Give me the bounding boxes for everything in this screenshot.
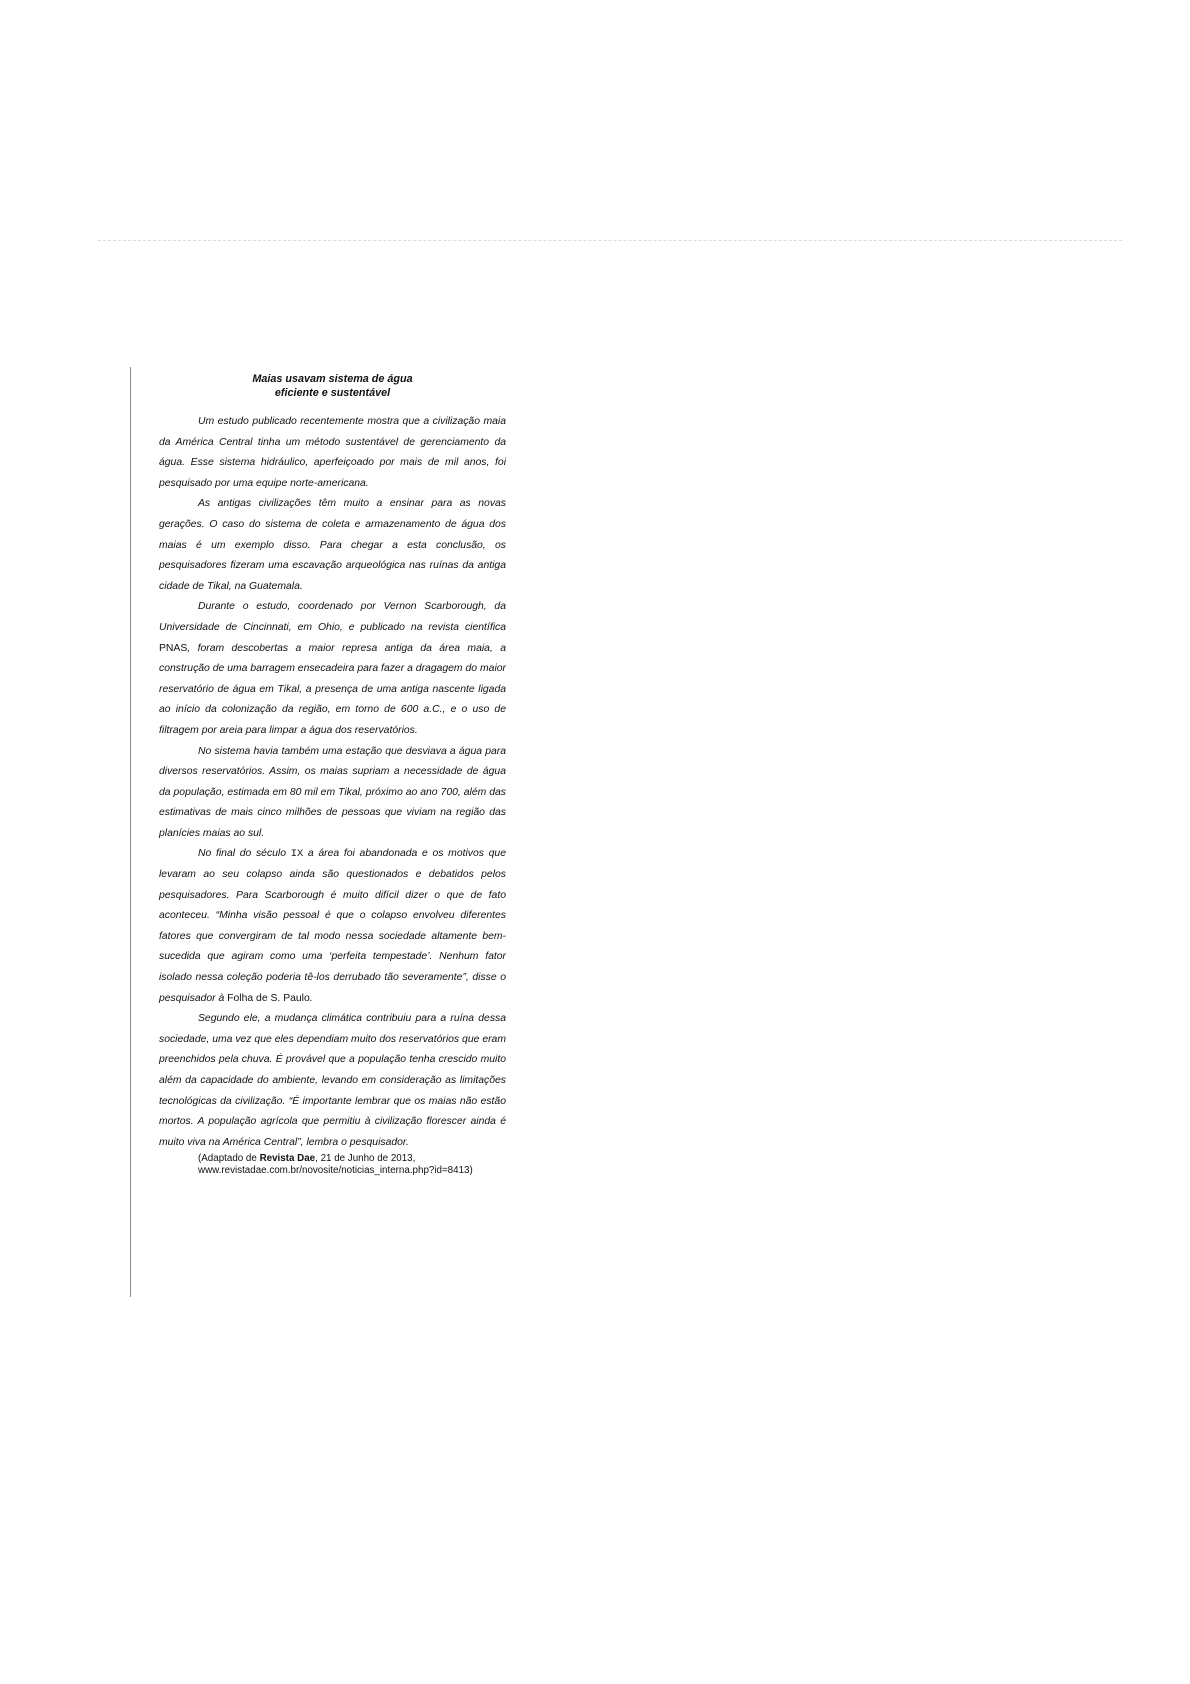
paragraph-2: As antigas civilizações têm muito a ensinar para as novas gerações. O caso do sistema de coleta e armazenamento de água dos maias é um exemplo disso. Para chegar a esta conclusão, os pesquisadores fizeram uma escavação arqueológica nas ruínas da antiga cidade de Tikal, na Guatemala. — [159, 498, 506, 592]
source-url: www.revistadae.com.br/novosite/noticias_interna.php?id=8413) — [198, 1164, 473, 1176]
paragraph-5-text-c: . — [309, 992, 313, 1004]
roman-numeral: IX — [290, 848, 304, 861]
paragraph-1: Um estudo publicado recentemente mostra que a civilização maia da América Central tinha um método sustentável de gerenciamento da água. Esse sistema hidráulico, aperfeiçoado por mais de mil anos, foi pesquisado por uma equipe norte-americana. — [159, 416, 506, 489]
journal-name: PNAS — [159, 642, 188, 654]
column-border — [130, 367, 131, 1297]
source-prefix: (Adaptado de — [198, 1153, 260, 1165]
paragraph-3 — [159, 597, 506, 741]
paragraph-6: Segundo ele, a mudança climática contribuiu para a ruína dessa sociedade, uma vez que eles dependiam muito dos reservatórios que eram preenchidos pela chuva. É provável que a população tenha crescido muito além da capacidade do ambiente, levando em consideração as limitações tecnológicas da civilização. “É importante lembrar que os maias não estão mortos. A população agrícola que permitiu à civilização florescer ainda é muito viva na América Central”, lembra o pesquisador. — [159, 1013, 506, 1148]
paragraph-3-text-b: , foram descobertas a maior represa antiga da área maia, a construção de uma barragem ensecadeira para fazer a dragagem do maior reservatório de água em Tikal, a presença de uma antiga nascente ligada ao início da colonização da região, em torno de 600 a.C., e o uso de filtragem por areia para limpar a água dos reservatórios. — [159, 642, 506, 736]
source-name: Revista Dae — [259, 1153, 316, 1165]
article — [159, 372, 506, 1176]
page-divider — [98, 240, 1122, 241]
source-date: , 21 de Junho de 2013, — [315, 1153, 416, 1165]
paragraph-4: No sistema havia também uma estação que desviava a água para diversos reservatórios. Assim, os maias supriam a necessidade de água da população, estimada em 80 mil em Tikal, próximo ao ano 700, além das estimativas de mais cinco milhões de pessoas que viviam na região das planícies maias ao sul. — [159, 745, 506, 839]
paragraph-5 — [159, 844, 506, 1009]
paragraph-3-text-a: Durante o estudo, coordenado por Vernon Scarborough, da Universidade de Cincinnati, em Ohio, e publicado na revista científica — [159, 601, 506, 633]
title-line-2: eficiente e sustentável — [274, 387, 391, 399]
paragraph-5-text-a: No final do século — [198, 848, 291, 860]
source-citation — [198, 1153, 506, 1176]
title-line-1: Maias usavam sistema de água — [252, 373, 413, 385]
newspaper-name: Folha de S. Paulo — [227, 992, 310, 1004]
paragraph-5-text-b: a área foi abandonada e os motivos que levaram ao seu colapso ainda são questionados e debatidos pelos pesquisadores. Para Scarborough é muito difícil dizer o que de fato aconteceu. “Minha visão pessoal é que o colapso envolveu diferentes fatores que convergiram de tal modo nessa sociedade altamente bem-sucedida que agiram como uma ‘perfeita tempestade’. Nenhum fator isolado nessa coleção poderia tê-los derrubado tão severamente”, disse o pesquisador à — [159, 848, 506, 1004]
article-title — [159, 372, 506, 400]
